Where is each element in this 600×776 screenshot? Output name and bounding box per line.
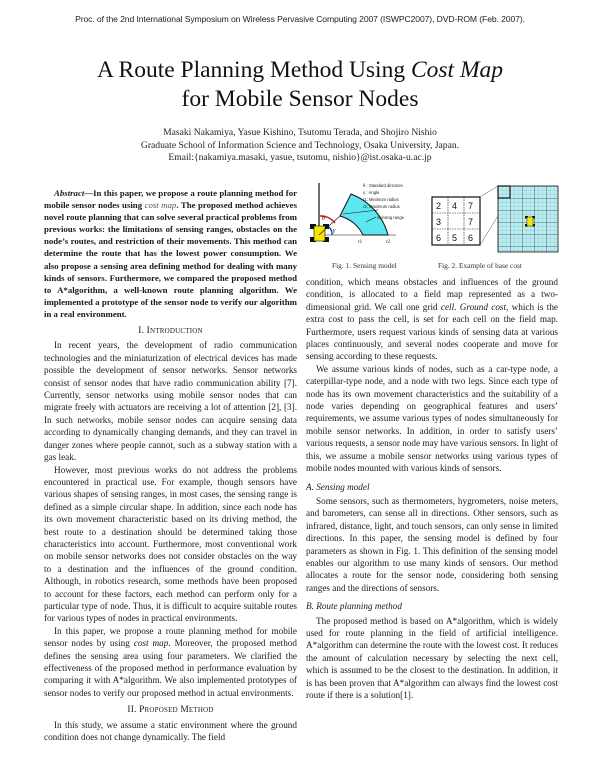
text: condition, which means obstacles and influences of the ground condition, is allocated to a field map represented as a two-dimensional grid. We call one grid <box>306 277 558 312</box>
subsection-heading-route-planning: B. Route planning method <box>306 601 402 612</box>
cost-cell: 4 <box>452 201 458 211</box>
author-names: Masaki Nakamiya, Yasue Kishino, Tsutomu Terada, and Shojiro Nishio <box>163 127 437 138</box>
author-email: Email:{nakamiya.masaki, yasue, tsutomu, nishio}@ist.osaka-u.ac.jp <box>168 152 432 164</box>
intro-p3-text-b: . Moreover, the proposed method defines the sensing area using four parameters. We clarified the effectiveness of the proposed method in performance evaluation by comparing it with A*algorithm. We also implemented prototypes of sensor nodes to verify our proposed method in actual environments. <box>44 638 297 698</box>
method-paragraph-1-continued <box>306 276 558 363</box>
emphasis-cell: cell <box>440 301 455 312</box>
node-on-map-icon <box>527 217 533 226</box>
abstract-label: Abstract <box>54 188 85 198</box>
cost-cell: 5 <box>452 233 458 243</box>
section-title: Proposed Method <box>139 705 214 716</box>
paper-title <box>0 56 600 114</box>
base-cost-figure <box>428 180 598 260</box>
title-line1: A Route Planning Method Using <box>96 57 411 83</box>
theta-label: θ <box>322 216 325 222</box>
text: . <box>454 301 460 312</box>
section-title: Introduction <box>146 326 203 337</box>
section-heading-introduction <box>44 325 297 337</box>
abstract <box>44 187 297 320</box>
cost-cell: 7 <box>468 217 474 227</box>
legend-angle: γ : Angle <box>363 190 380 195</box>
sensing-model-paragraph: Some sensors, such as thermometers, hygrometers, noise meters, and barometers, can sense all in directions. Other sensors, such as infrared, distance, light, and touch sensors, can only sense in limited directions. In this paper, the sensing model is defined by four parameters as shown in Fig. 1. This definition of the sensing model enables our algorithm to use many kinds of sensors. Our method allocates a route for the sensor node, considering both sensing ranges and the directions of sensors. <box>306 495 558 593</box>
author-block <box>0 127 600 165</box>
figures-area <box>306 180 596 270</box>
abstract-dash: — <box>84 188 94 198</box>
title-line2: for Mobile Sensor Nodes <box>181 86 419 112</box>
section-number: I. <box>138 326 147 337</box>
intro-p3-emphasis: cost map <box>133 638 169 649</box>
gamma-label: γ <box>333 228 336 234</box>
r1-label: r1 <box>358 240 363 245</box>
route-planning-paragraph: The proposed method is based on A*algorithm, which is widely used for route planning in the field of artificial intelligence. A*algorithm can determine the route with the lowest cost. It reduces the amount of calculation necessary by selecting the next cell, which is assumed to be the closest to the destination. In addition, it is has been proven that A*algorithm can always find the lowest cost route if there is a solution[1]. <box>306 615 558 700</box>
section-number: II. <box>127 705 140 716</box>
conference-header: Proc. of the 2nd International Symposium on Wireless Pervasive Computing 2007 (ISWPC2007), DVD-ROM (Feb. 2007). <box>75 14 525 24</box>
intro-paragraph-3 <box>44 625 297 699</box>
cost-cell: 3 <box>436 217 442 227</box>
section-heading-proposed-method <box>44 704 297 716</box>
figure-1-caption: Fig. 1. Sensing model <box>332 261 397 270</box>
left-column <box>44 187 297 743</box>
r2-label: r2 <box>386 240 391 245</box>
legend-min-radius: r1: Minimum radius <box>363 197 399 202</box>
text: , which is the extra cost to pass the cell, is set for each cell on the field map. Furthermore, users request various kinds of sensing data at various places continuously, and several nodes cooperate and move for sensing according to these requests. <box>306 301 558 362</box>
cost-cell: 6 <box>436 233 442 243</box>
intro-paragraph-1: In recent years, the development of radio communication technologies and the miniaturization of electrical devices has made possible the development of sensor networks. Sensor networks consist of sensor nodes that have radio communication ability [7]. Currently, sensor networks using mobile sensor nodes that can migrate freely with actuators are receiving a lot of attention [2], [3]. In such networks, mobile sensor nodes can acquire sensing data according to dynamically changing demands, and they can travel in danger zones where people cannot, such as a subway station with a gas leak. <box>44 340 297 463</box>
sensing-model-figure <box>306 180 426 260</box>
legend-standard-direction: θ : Standard direction <box>363 183 403 188</box>
method-paragraph-2: We assume various kinds of nodes, such as a car-type node, a caterpillar-type node, and a node with two legs. Since each type of node has its own movement characteristics and the suitability of a node varies depending on geographical features and users’ requirements, we assume various types of nodes simultaneously for mobile sensor networks. In addition, in order to satisfy users’ various requests, a sensor node may have various sensors. In light of this, we assume a mobile sensor networks using various types of mobile nodes mounted with various kinds of sensors. <box>306 363 558 474</box>
intro-paragraph-2: However, most previous works do not address the problems encountered in practical use. For example, though sensors have various shapes of sensing ranges, in most cases, the sensing range is defined as a simple circular shape. In addition, since each node has its own movement characteristic based on its driving method, the best route to a destination should be determined taking those characteristics into account. Furthermore, most conventional work on mobile sensor networks does not consider obstacles on the way to a destination and the influences of the ground condition. Although, in robotics research, some methods have been proposed to account for these factors, each method can perform only for a particular type of node. Thus, it is difficult to acquire suitable routes for various types of nodes in practical environments. <box>44 464 297 624</box>
abstract-text-1: In this paper, we propose a route planning method for mobile sensor nodes using <box>44 188 297 211</box>
subsection-heading-sensing-model: A. Sensing model <box>306 481 370 492</box>
right-column <box>306 276 558 701</box>
method-paragraph-1: In this study, we assume a static environment where the ground condition does not change dynamically. The field <box>44 719 297 743</box>
emphasis-ground-cost: Ground cost <box>459 301 507 312</box>
abstract-emphasis: cost map <box>144 200 177 211</box>
abstract-text-2: . The proposed method achieves novel route planning that can solve several practical problems from previous works: the limitations of sensing ranges, obstacles on the node’s routes, and restriction of their movements. This method can determine the route that has the lowest power consumption. We also propose a sensing area defining method for dealing with many kinds of sensors. Furthermore, we compared the proposed method to A*algorithm, a well-known route planning algorithm. We implemented a prototype of the sensor node to verify our algorithm in a real environment. <box>44 200 298 319</box>
intro-p3-text-a: In this paper, we propose a route planning method for mobile sensor nodes by using <box>44 625 297 649</box>
title-italic: Cost Map <box>410 57 504 83</box>
legend-max-radius: r2: Maximum radius <box>363 204 400 209</box>
author-affiliation: Graduate School of Information Science and Technology, Osaka University, Japan. <box>140 139 460 151</box>
cost-cell: 2 <box>436 201 442 211</box>
sensor-node-icon <box>314 226 325 241</box>
cost-cell: 7 <box>468 201 474 211</box>
figure-2-caption: Fig. 2. Example of base cost <box>438 261 522 270</box>
sensing-range-label: Sensing range <box>377 215 405 220</box>
cost-cell: 6 <box>468 233 474 243</box>
